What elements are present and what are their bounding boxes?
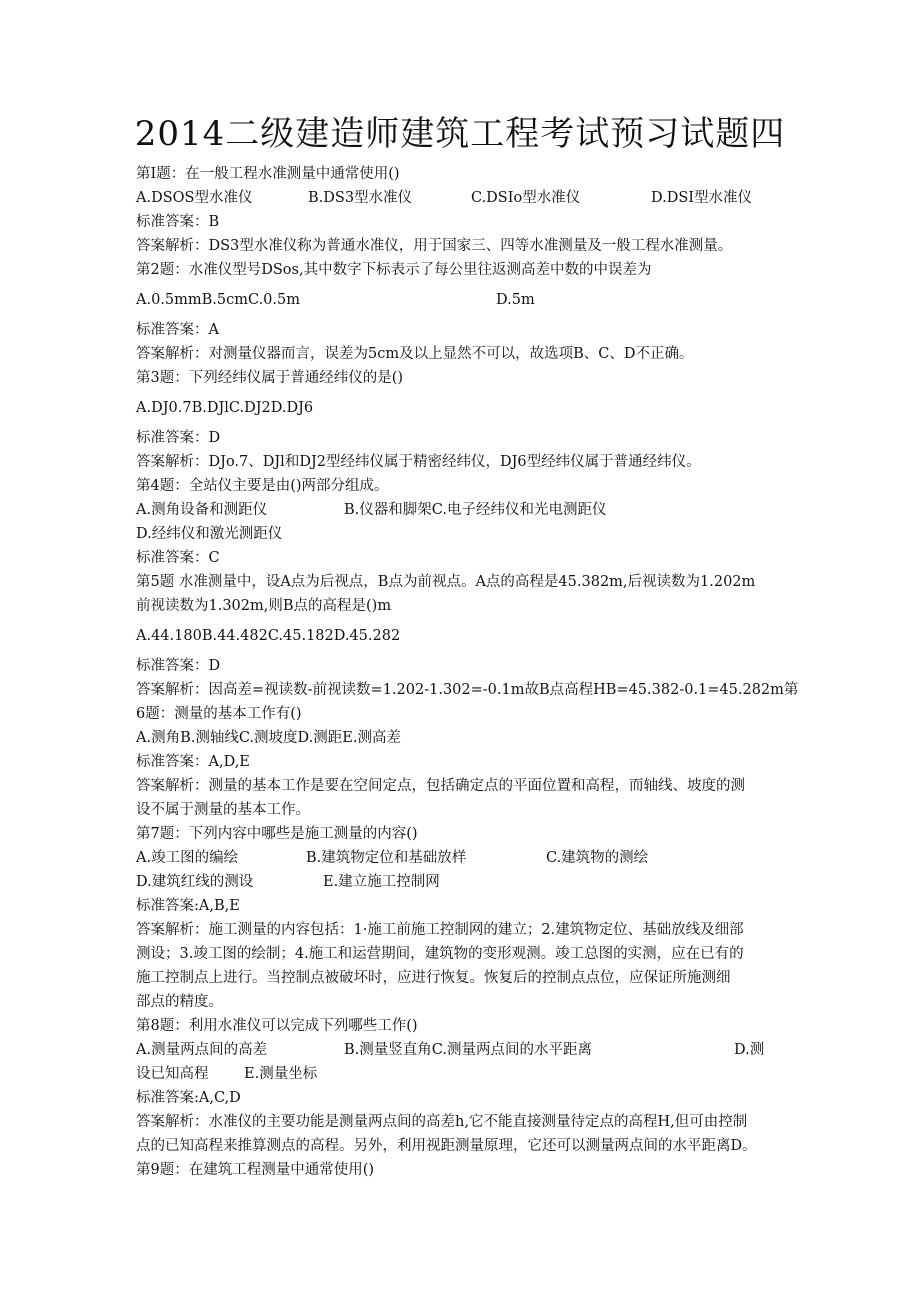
explanation-7-cont: 测设；3.竣工图的绘制；4.施工和运营期间，建筑物的变形观测。竣工总图的实测，应在已有的 <box>136 946 744 962</box>
option-a: A.测量两点间的高差 <box>136 1042 268 1058</box>
question-2-options <box>136 288 786 312</box>
answer-6: 标准答案：A,D,E <box>136 754 250 770</box>
option-a: A.DSOS型水准仪 <box>136 190 253 206</box>
question-1-options <box>136 186 786 210</box>
explanation-6: 答案解析：测量的基本工作是要在空间定点，包括确定点的平面位置和高程，而轴线、坡度的测 <box>136 778 745 794</box>
explanation-7: 答案解析：施工测量的内容包括：1·施工前施工控制网的建立；2.建筑物定位、基础放线及细部 <box>136 922 744 938</box>
option-d-cont: 设已知高程 <box>136 1066 209 1082</box>
question-5-options: A.44.180B.44.482C.45.182D.45.282 <box>136 628 401 644</box>
explanation-8-cont: 点的已知高程来推算测点的高程。另外，利用视距测量原理，它还可以测量两点间的水平距离D。 <box>136 1138 757 1154</box>
explanation-1: 答案解析：DS3型水准仪称为普通水准仪，用于国家三、四等水准测量及一般工程水准测量。 <box>136 238 733 254</box>
question-8-options <box>136 1038 786 1062</box>
option-e: E.建立施工控制网 <box>323 874 440 890</box>
explanation-7-cont: 部点的精度。 <box>136 994 223 1010</box>
explanation-2: 答案解析：对测量仪器而言，误差为5cm及以上显然不可以，故选项B、C、D不正确。 <box>136 346 694 362</box>
answer-1: 标准答案：B <box>136 214 220 230</box>
answer-3: 标准答案：D <box>136 430 221 446</box>
answer-4: 标准答案：C <box>136 550 220 566</box>
question-3: 第3题：下列经纬仪属于普通经纬仪的是() <box>136 370 404 386</box>
question-8-options-2 <box>136 1062 786 1086</box>
option-d: D.测 <box>734 1042 765 1058</box>
answer-8: 标准答案:A,C,D <box>136 1090 241 1106</box>
question-8: 第8题：利用水准仪可以完成下列哪些工作() <box>136 1018 418 1034</box>
question-2: 第2题：水准仪型号DSos,其中数字下标表示了每公里往返测高差中数的中误差为 <box>136 262 652 278</box>
option-bc: B.测量竖直角C.测量两点间的水平距离 <box>344 1042 592 1058</box>
explanation-5: 答案解析：因高差=视读数-前视读数=1.202-1.302=-0.1m故B点高程HB=45.382-0.1=45.282m第 <box>136 682 799 698</box>
question-1: 第I题：在一般工程水准测量中通常使用() <box>136 166 400 182</box>
option-bc: B.仪器和脚架C.电子经纬仪和光电测距仪 <box>344 502 607 518</box>
option-c: C.建筑物的测绘 <box>546 850 649 866</box>
question-7-options <box>136 846 786 870</box>
option-a: A.测角设备和测距仪 <box>136 502 268 518</box>
question-6: 6题：测量的基本工作有() <box>136 706 302 722</box>
question-7-options-2 <box>136 870 786 894</box>
question-4-options <box>136 498 786 522</box>
option-e: E.测量坐标 <box>244 1066 318 1082</box>
explanation-3: 答案解析：DJo.7、DJl和DJ2型经纬仪属于精密经纬仪，DJ6型经纬仪属于普通经纬仪。 <box>136 454 701 470</box>
question-3-options: A.DJ0.7B.DJlC.DJ2D.DJ6 <box>136 400 314 416</box>
question-7: 第7题：下列内容中哪些是施工测量的内容() <box>136 826 418 842</box>
explanation-7-cont: 施工控制点上进行。当控制点被破坏时，应进行恢复。恢复后的控制点点位，应保证所施测细 <box>136 970 731 986</box>
question-6-options: A.测角B.测轴线C.测坡度D.测距E.测高差 <box>136 730 401 746</box>
option-d: D.5m <box>496 292 535 308</box>
explanation-6-cont: 设不属于测量的基本工作。 <box>136 802 310 818</box>
question-9: 第9题：在建筑工程测量中通常使用() <box>136 1162 375 1178</box>
option-c: C.DSIo型水准仪 <box>471 190 581 206</box>
answer-7: 标准答案:A,B,E <box>136 898 240 914</box>
option-d: D.DSI型水准仪 <box>651 190 753 206</box>
question-4: 第4题：全站仪主要是由()两部分组成。 <box>136 478 389 494</box>
option-d: D.建筑红线的测设 <box>136 874 254 890</box>
option-abc: A.0.5mmB.5cmC.0.5m <box>136 292 300 308</box>
option-b: B.建筑物定位和基础放样 <box>306 850 467 866</box>
page-title: 2014二级建造师建筑工程考试预习试题四 <box>134 114 786 154</box>
answer-2: 标准答案：A <box>136 322 219 338</box>
question-5: 第5题 水准测量中，设A点为后视点，B点为前视点。A点的高程是45.382m,后视读数为1.202m <box>136 574 756 590</box>
document-body <box>136 162 799 1182</box>
question-5-cont: 前视读数为1.302m,则B点的高程是()m <box>136 598 392 614</box>
answer-5: 标准答案：D <box>136 658 221 674</box>
option-b: B.DS3型水准仪 <box>308 190 413 206</box>
option-a: A.竣工图的编绘 <box>136 850 239 866</box>
explanation-8: 答案解析：水准仪的主要功能是测量两点间的高差h,它不能直接测量待定点的高程H,但可由控制 <box>136 1114 748 1130</box>
option-d: D.经纬仪和激光测距仪 <box>136 526 283 542</box>
